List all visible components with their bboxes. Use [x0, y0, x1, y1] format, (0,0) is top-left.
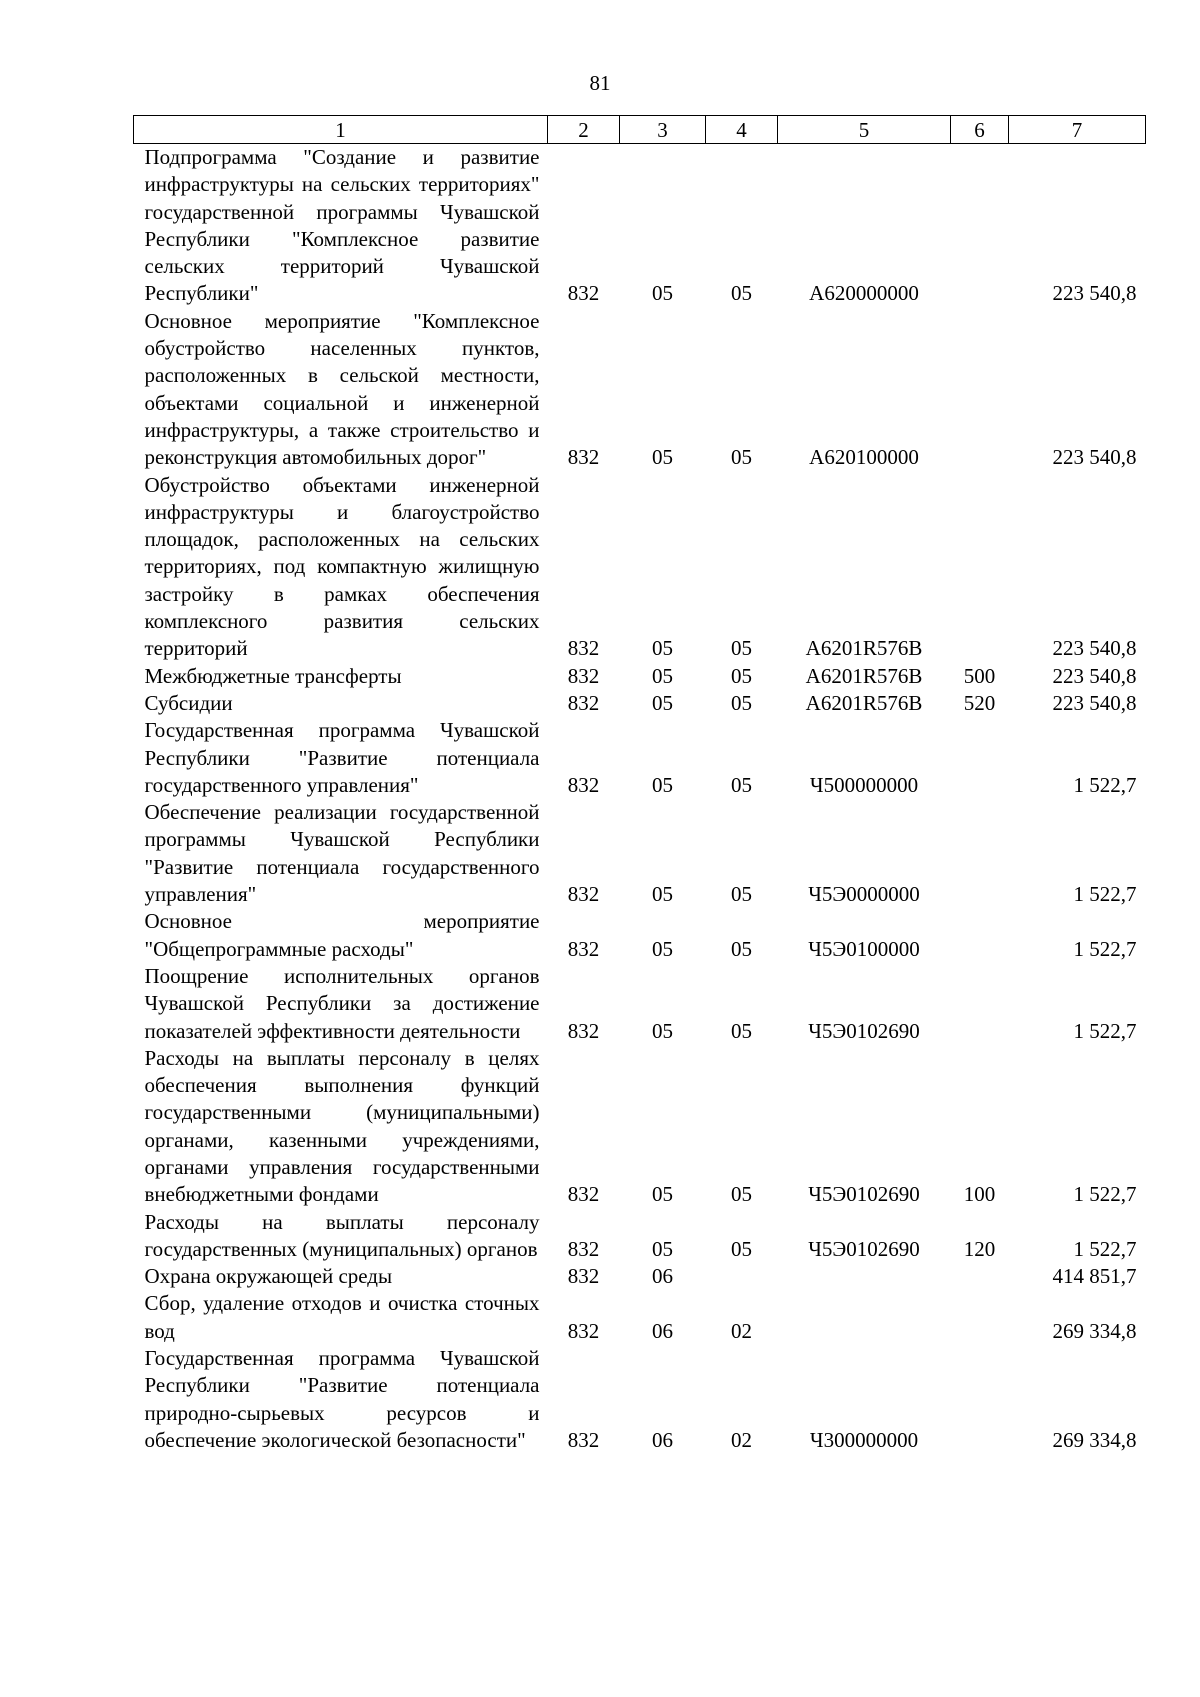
row-subsection-code: 05: [731, 1236, 752, 1261]
row-target-article-code: Ч5Э0100000: [808, 936, 920, 961]
row-subsection-code: 05: [731, 1018, 752, 1043]
row-name: Расходы на выплаты персоналу в целях обеспечения выполнения функций государственными (муниципальными) органами, казенными учреждениями, органами управления государственными внебюджетными фондами: [144, 1045, 540, 1207]
row-grbs-code: 832: [567, 936, 600, 961]
row-section-code: 05: [652, 690, 673, 715]
table-row: [134, 1209, 1146, 1264]
header-row: [134, 116, 1146, 144]
row-name: Охрана окружающей среды: [144, 1264, 393, 1289]
table-row: [134, 1263, 1146, 1290]
row-grbs-code: 832: [567, 663, 600, 688]
row-subsection-code: 05: [731, 936, 752, 961]
table-header: [134, 116, 1146, 144]
table-row: [134, 1345, 1146, 1454]
row-subsection-code: 05: [731, 772, 752, 797]
row-expense-type-code: [951, 799, 1009, 908]
table-row: [134, 908, 1146, 963]
row-grbs-code: 832: [567, 445, 600, 470]
row-name: Обустройство объектами инженерной инфраструктуры и благоустройство площадок, расположенных на сельских территориях, под компактную жилищную застройку в рамках обеспечения комплексного развития сельских территорий: [144, 472, 540, 661]
table-row: [134, 690, 1146, 717]
column-header-3: 3: [620, 116, 706, 144]
row-expense-type-code: [951, 1345, 1009, 1454]
row-expense-type-code: [951, 717, 1009, 799]
row-expense-type-code: [951, 144, 1009, 308]
table-body: [134, 144, 1146, 1455]
row-expense-type-code: [951, 472, 1009, 663]
row-subsection-code: 05: [731, 636, 752, 661]
row-target-article-code: Ч300000000: [809, 1427, 919, 1452]
row-expense-type-code: [951, 308, 1009, 472]
row-grbs-code: 832: [567, 690, 600, 715]
row-section-code: 05: [652, 1236, 673, 1261]
row-subsection-code: 05: [731, 281, 752, 306]
row-grbs-code: 832: [567, 1182, 600, 1207]
column-header-4: 4: [706, 116, 778, 144]
row-target-article-code: Ч5Э0102690: [808, 1018, 920, 1043]
row-amount: 1 522,7: [1073, 936, 1137, 961]
row-grbs-code: 832: [567, 636, 600, 661]
row-grbs-code: 832: [567, 1427, 600, 1452]
row-amount: 1 522,7: [1073, 1236, 1137, 1261]
row-subsection-code: 05: [731, 882, 752, 907]
row-subsection-code: 02: [731, 1427, 752, 1452]
table-row: [134, 144, 1146, 308]
row-section-code: 06: [652, 1264, 673, 1289]
row-grbs-code: 832: [567, 772, 600, 797]
row-section-code: 06: [652, 1318, 673, 1343]
row-expense-type-code: [951, 908, 1009, 963]
row-grbs-code: 832: [567, 1264, 600, 1289]
row-name: Поощрение исполнительных органов Чувашской Республики за достижение показателей эффективности деятельности: [144, 963, 540, 1043]
row-subsection-code: 02: [731, 1318, 752, 1343]
row-amount: 223 540,8: [1052, 281, 1137, 306]
row-name: Обеспечение реализации государственной программы Чувашской Республики "Развитие потенциала государственного управления": [144, 800, 540, 907]
row-target-article-code: А620000000: [809, 281, 919, 306]
row-expense-type-code: 120: [963, 1236, 996, 1261]
row-amount: 414 851,7: [1052, 1264, 1137, 1289]
row-subsection-code: 05: [731, 690, 752, 715]
column-header-5: 5: [778, 116, 951, 144]
row-subsection-code: 05: [731, 445, 752, 470]
row-section-code: 05: [652, 445, 673, 470]
row-amount: 223 540,8: [1052, 636, 1137, 661]
row-target-article-code: А6201R576В: [805, 663, 923, 688]
row-amount: 223 540,8: [1052, 690, 1137, 715]
row-section-code: 06: [652, 1427, 673, 1452]
row-name: Сбор, удаление отходов и очистка сточных вод: [144, 1291, 540, 1343]
table-row: [134, 717, 1146, 799]
row-section-code: 05: [652, 281, 673, 306]
row-section-code: 05: [652, 1182, 673, 1207]
row-grbs-code: 832: [567, 281, 600, 306]
budget-table: [133, 115, 1146, 1454]
row-name: Основное мероприятие "Общепрограммные расходы": [144, 909, 540, 961]
table-row: [134, 308, 1146, 472]
row-section-code: 05: [652, 882, 673, 907]
table-row: [134, 1045, 1146, 1209]
row-amount: 223 540,8: [1052, 663, 1137, 688]
row-section-code: 05: [652, 1018, 673, 1043]
row-amount: 1 522,7: [1073, 1182, 1137, 1207]
row-target-article-code: А6201R576В: [805, 636, 923, 661]
row-expense-type-code: 520: [963, 690, 996, 715]
row-subsection-code: 05: [731, 663, 752, 688]
row-expense-type-code: 100: [963, 1182, 996, 1207]
row-grbs-code: 832: [567, 1236, 600, 1261]
row-section-code: 05: [652, 663, 673, 688]
row-target-article-code: Ч5Э0102690: [808, 1182, 920, 1207]
row-expense-type-code: 500: [963, 663, 996, 688]
row-target-article-code: [778, 1263, 951, 1290]
row-target-article-code: Ч5Э0000000: [808, 882, 920, 907]
row-grbs-code: 832: [567, 1018, 600, 1043]
row-amount: 269 334,8: [1052, 1427, 1137, 1452]
row-expense-type-code: [951, 1290, 1009, 1345]
table-row: [134, 799, 1146, 908]
row-grbs-code: 832: [567, 882, 600, 907]
table-row: [134, 472, 1146, 663]
row-name: Основное мероприятие "Комплексное обустройство населенных пунктов, расположенных в сельской местности, объектами социальной и инженерной инфраструктуры, а также строительство и реконструкция автомобильных дорог": [144, 308, 540, 470]
row-grbs-code: 832: [567, 1318, 600, 1343]
table-row: [134, 1290, 1146, 1345]
row-name: Государственная программа Чувашской Республики "Развитие потенциала природно-сырьевых ресурсов и обеспечение экологической безопасности": [144, 1346, 540, 1452]
row-amount: 1 522,7: [1073, 1018, 1137, 1043]
row-target-article-code: А620100000: [809, 445, 919, 470]
row-target-article-code: А6201R576В: [805, 690, 923, 715]
row-section-code: 05: [652, 772, 673, 797]
budget-table-container: [133, 115, 1145, 1454]
row-name: Расходы на выплаты персоналу государственных (муниципальных) органов: [144, 1209, 540, 1261]
row-target-article-code: [778, 1290, 951, 1345]
row-amount: 1 522,7: [1073, 882, 1137, 907]
row-name: Подпрограмма "Создание и развитие инфраструктуры на сельских территориях" государственной программы Чувашской Республики "Комплексное развитие сельских территорий Чувашской Республики": [144, 145, 540, 306]
row-amount: 1 522,7: [1073, 772, 1137, 797]
row-expense-type-code: [951, 963, 1009, 1045]
row-name: Межбюджетные трансферты: [144, 663, 402, 688]
row-amount: 223 540,8: [1052, 445, 1137, 470]
column-header-1: 1: [134, 116, 548, 144]
row-name: Субсидии: [144, 690, 233, 715]
row-name: Государственная программа Чувашской Республики "Развитие потенциала государственного управления": [144, 718, 540, 797]
row-target-article-code: Ч5Э0102690: [808, 1236, 920, 1261]
row-amount: 269 334,8: [1052, 1318, 1137, 1343]
row-target-article-code: Ч500000000: [809, 772, 919, 797]
table-row: [134, 963, 1146, 1045]
row-section-code: 05: [652, 636, 673, 661]
page-number: 81: [589, 71, 611, 95]
row-subsection-code: 05: [731, 1182, 752, 1207]
table-row: [134, 663, 1146, 690]
row-section-code: 05: [652, 936, 673, 961]
row-expense-type-code: [951, 1263, 1009, 1290]
column-header-7: 7: [1009, 116, 1146, 144]
column-header-6: 6: [951, 116, 1009, 144]
column-header-2: 2: [548, 116, 620, 144]
row-subsection-code: [706, 1263, 778, 1290]
